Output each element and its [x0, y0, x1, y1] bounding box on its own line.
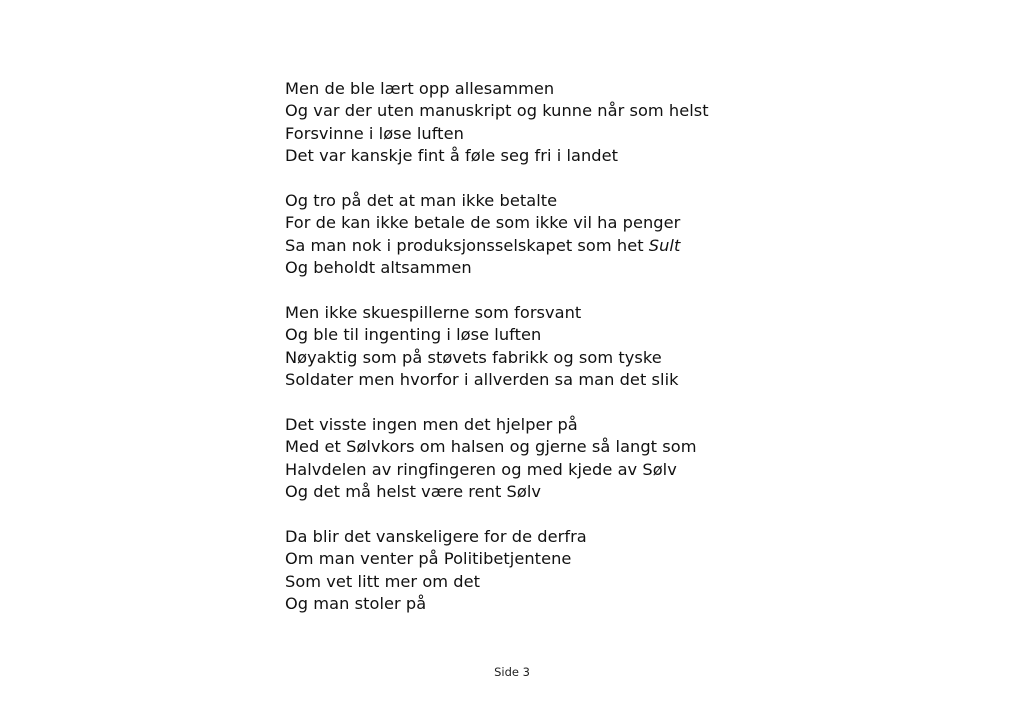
poem-line: Men ikke skuespillerne som forsvant	[285, 303, 582, 323]
page-number: Side 3	[494, 665, 530, 679]
stanza-2	[285, 190, 845, 280]
poem-line: Med et Sølvkors om halsen og gjerne så langt som	[285, 437, 697, 457]
stanza-4	[285, 414, 845, 504]
stanza-3	[285, 302, 845, 392]
poem-line: Halvdelen av ringfingeren og med kjede av Sølv	[285, 459, 677, 479]
poem-line: Nøyaktig som på støvets fabrikk og som tyske	[285, 347, 662, 367]
poem-line: For de kan ikke betale de som ikke vil ha penger	[285, 213, 681, 233]
stanza-5	[285, 526, 845, 616]
poem-line: Og det må helst være rent Sølv	[285, 482, 542, 502]
poem-line: Og man stoler på	[285, 594, 427, 614]
poem-line: Det var kanskje fint å føle seg fri i landet	[285, 146, 619, 166]
poem-line	[285, 235, 845, 257]
stanza-1	[285, 78, 845, 168]
poem-line: Og tro på det at man ikke betalte	[285, 191, 558, 211]
poem-line: Men de ble lært opp allesammen	[285, 79, 555, 98]
poem-line: Og var der uten manuskript og kunne når som helst	[285, 101, 709, 121]
italic-title: Sult	[648, 235, 681, 255]
poem-body	[285, 78, 845, 638]
poem-line-text: Sa man nok i produksjonsselskapet som het	[285, 235, 649, 255]
poem-line: Om man venter på Politibetjentene	[285, 549, 572, 569]
poem-line: Forsvinne i løse luften	[285, 123, 464, 143]
poem-line: Da blir det vanskeligere for de derfra	[285, 527, 587, 547]
poem-line: Og beholdt altsammen	[285, 258, 472, 278]
poem-line: Og ble til ingenting i løse luften	[285, 325, 542, 345]
poem-line: Som vet litt mer om det	[285, 571, 481, 591]
poem-line: Soldater men hvorfor i allverden sa man det slik	[285, 370, 679, 390]
poem-line: Det visste ingen men det hjelper på	[285, 415, 578, 435]
